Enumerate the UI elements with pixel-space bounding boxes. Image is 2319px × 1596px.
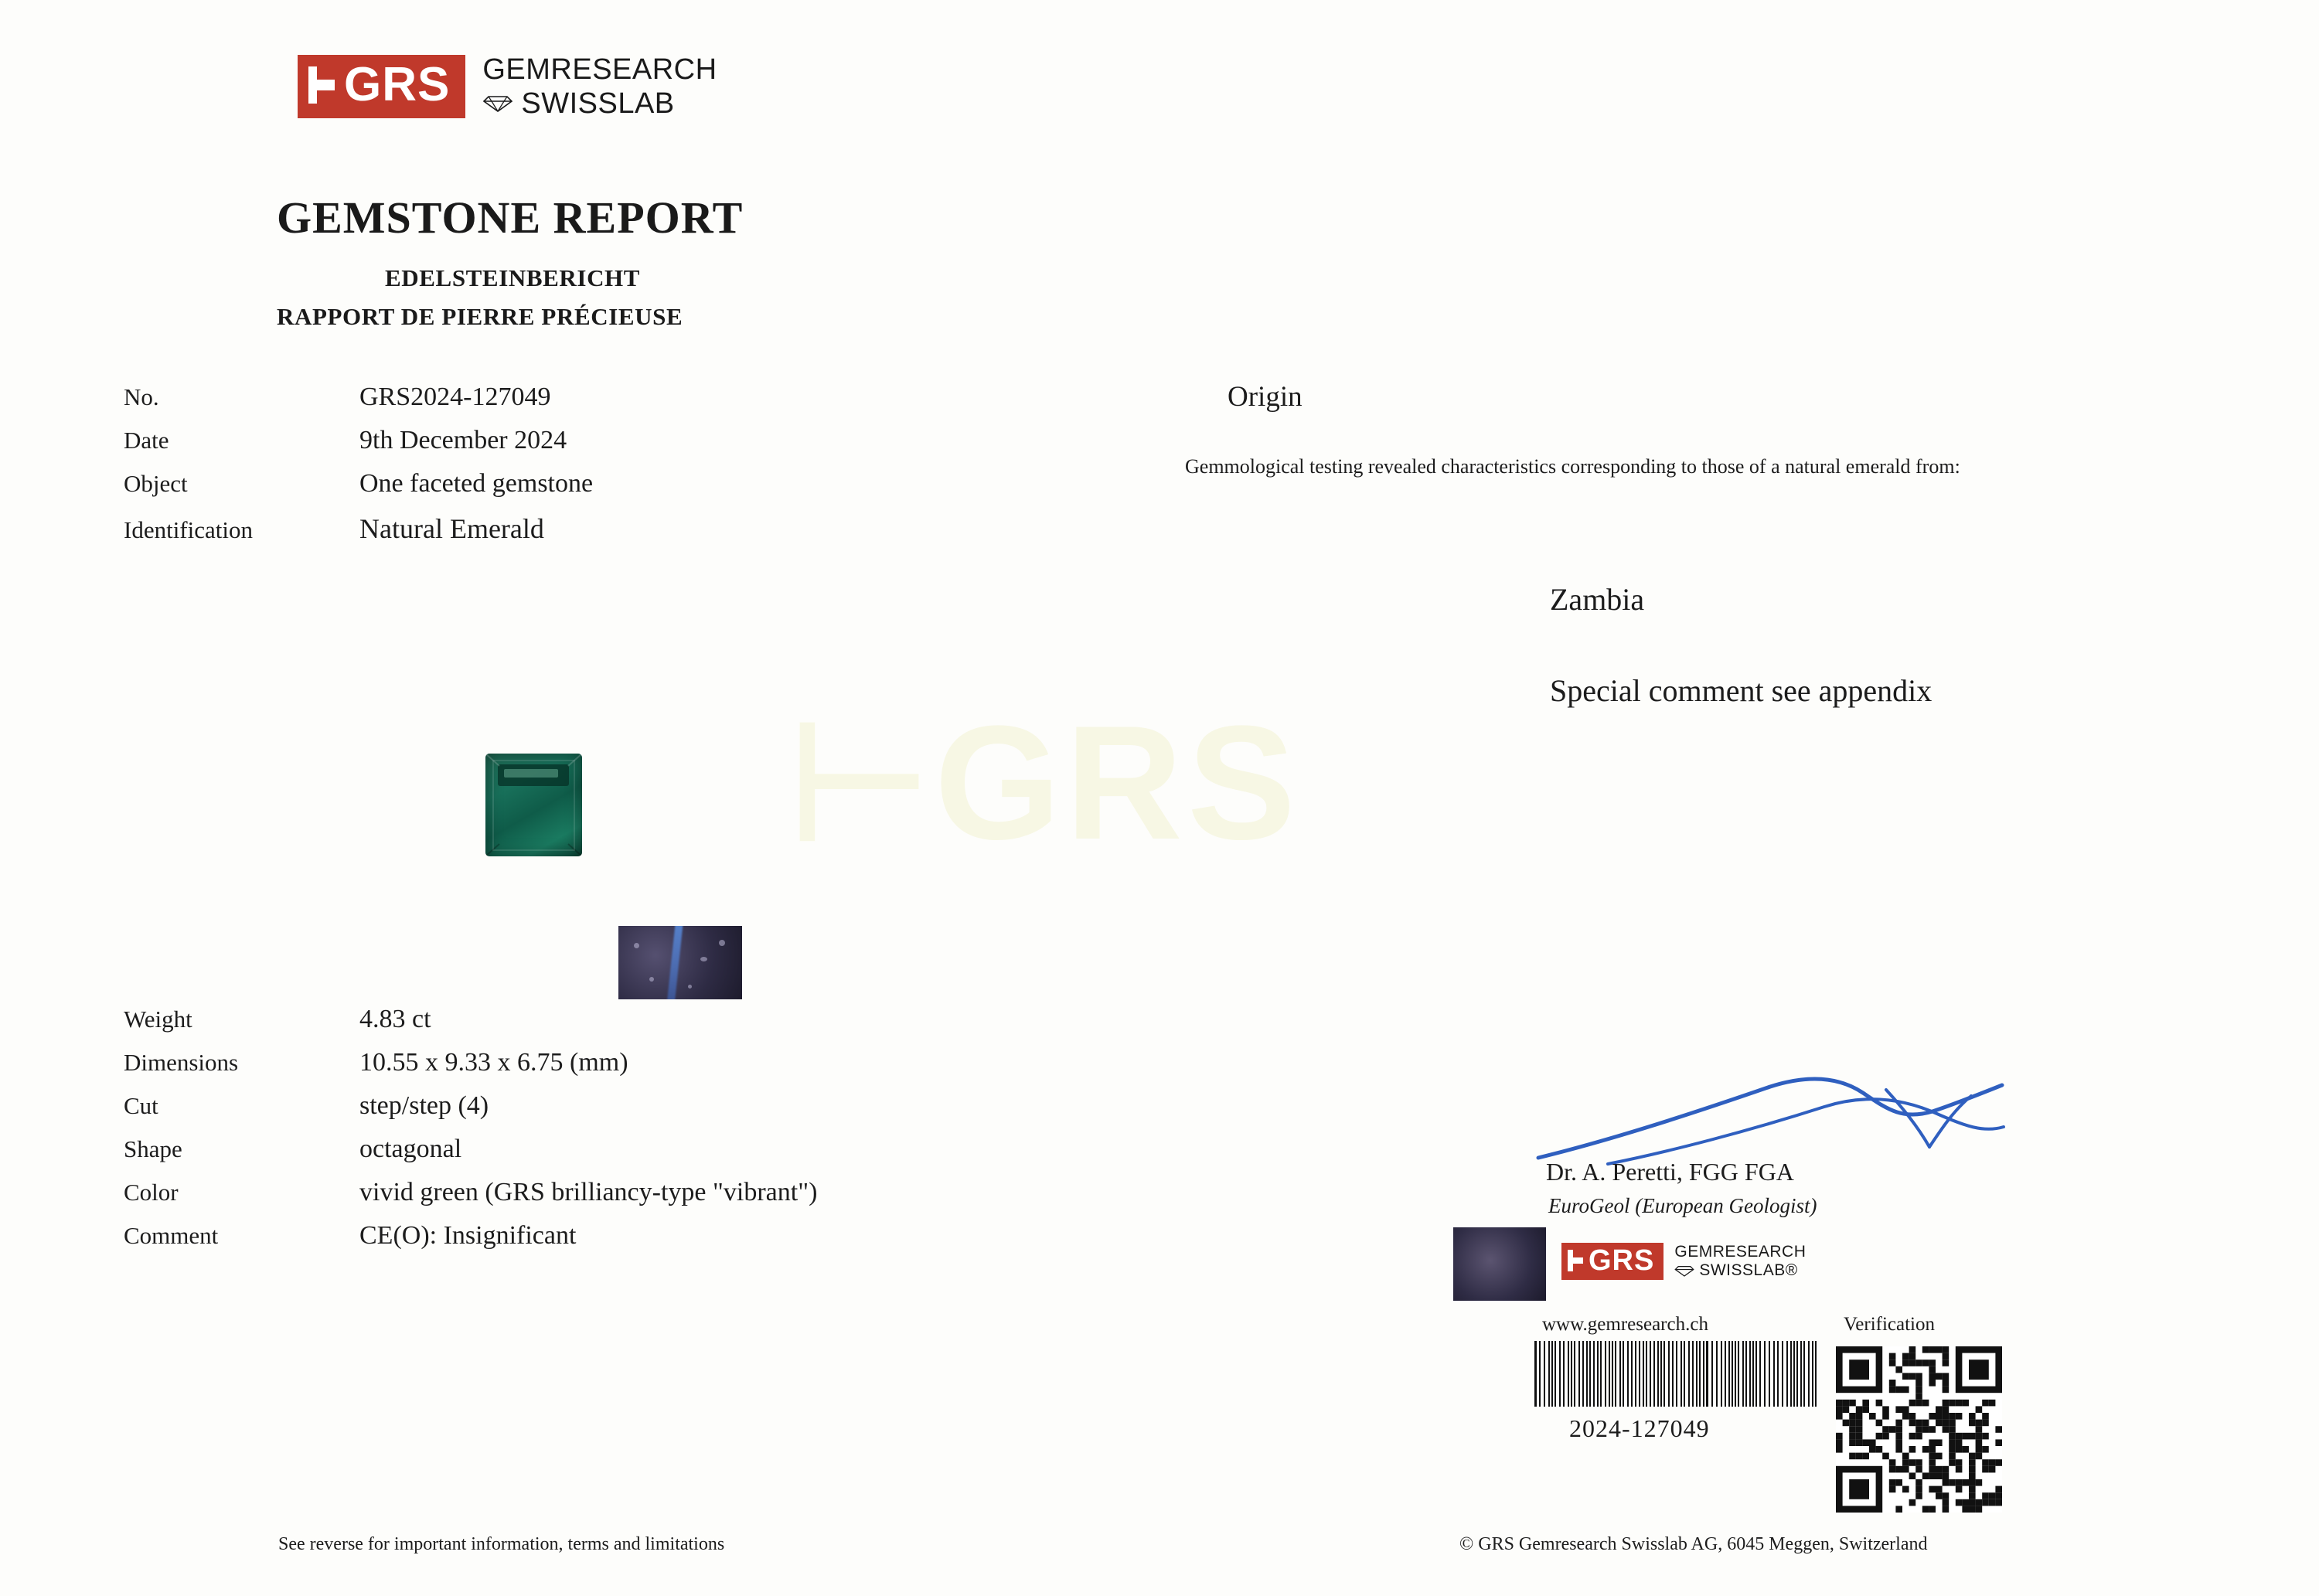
footer-note-left: See reverse for important information, terms and limitations (278, 1534, 725, 1554)
detail-value: step/step (4) (359, 1091, 489, 1120)
logo-red-box (298, 55, 465, 118)
table-row (124, 1178, 974, 1207)
diamond-icon (1674, 1265, 1694, 1277)
watermark-text: GRS (934, 692, 1301, 873)
detail-value: 4.83 ct (359, 1005, 431, 1033)
info-label: Date (124, 427, 169, 454)
verification-label: Verification (1844, 1314, 1936, 1335)
detail-label: Weight (124, 1006, 192, 1033)
barcode (1534, 1341, 1820, 1407)
gem-details-table (124, 1005, 974, 1264)
page-title-french: RAPPORT DE PIERRE PRÉCIEUSE (277, 303, 683, 330)
inclusion-streak (666, 926, 683, 999)
page-title-german: EDELSTEINBERICHT (385, 264, 641, 291)
logo-grs-text: GRS (344, 58, 451, 111)
origin-description: Gemmological testing revealed characteristics corresponding to those of a natural emerald from: (1185, 455, 1960, 478)
table-row (124, 1005, 974, 1034)
signatory-name: Dr. A. Peretti, FGG FGA (1546, 1158, 1794, 1186)
info-label: Identification (124, 516, 253, 543)
detail-label: Dimensions (124, 1049, 239, 1076)
inclusion-speck (700, 957, 707, 961)
table-row (124, 1221, 974, 1251)
swiss-flag-icon (308, 66, 335, 104)
microscope-photo (1453, 1227, 1546, 1301)
detail-label: Comment (124, 1222, 219, 1249)
detail-value: octagonal (359, 1135, 462, 1163)
detail-value: 10.55 x 9.33 x 6.75 (mm) (359, 1048, 628, 1077)
qr-code[interactable] (1836, 1346, 2002, 1513)
detail-label: Shape (124, 1135, 182, 1162)
table-row (124, 469, 974, 499)
inclusion-speck (719, 940, 725, 946)
origin-heading: Origin (1228, 381, 1303, 413)
origin-special-comment: Special comment see appendix (1550, 673, 1932, 708)
info-label: No. (124, 383, 159, 410)
page-title: GEMSTONE REPORT (277, 192, 744, 243)
table-row (124, 383, 974, 412)
grs-logo (298, 53, 717, 121)
inclusion-speck (688, 985, 692, 989)
table-row (124, 1091, 974, 1121)
detail-label: Color (124, 1179, 179, 1206)
logo-red-box-footer (1561, 1243, 1663, 1280)
barcode-number: 2024-127049 (1569, 1414, 1710, 1442)
inclusion-speck (649, 977, 654, 982)
logo-wordmark (482, 53, 717, 121)
grs-watermark: ⊢GRS (788, 692, 1301, 873)
swiss-flag-icon (1568, 1250, 1583, 1271)
table-row (124, 1048, 974, 1077)
logo-wordmark-line2: SWISSLAB (521, 87, 675, 120)
detail-value: CE(O): Insignificant (359, 1221, 577, 1250)
grs-logo-footer (1561, 1243, 1806, 1280)
inclusion-speck (634, 943, 639, 948)
origin-country: Zambia (1550, 582, 1645, 617)
logo-wordmark-line1: GEMRESEARCH (482, 53, 717, 86)
table-row (124, 426, 974, 455)
report-info-table (124, 383, 974, 559)
info-value: Natural Emerald (359, 513, 544, 544)
detail-value: vivid green (GRS brilliancy-type "vibrant") (359, 1178, 818, 1206)
diamond-icon (482, 95, 513, 112)
logo-wordmark-footer-line2: SWISSLAB® (1699, 1261, 1798, 1279)
signatory-role: EuroGeol (European Geologist) (1548, 1194, 1817, 1217)
website-url[interactable]: www.gemresearch.ch (1542, 1314, 1708, 1335)
info-value: GRS2024-127049 (359, 383, 551, 411)
info-value: 9th December 2024 (359, 426, 567, 454)
logo-grs-text-footer: GRS (1589, 1244, 1655, 1277)
logo-wordmark-footer (1674, 1243, 1806, 1280)
detail-label: Cut (124, 1092, 158, 1119)
info-value: One faceted gemstone (359, 469, 594, 498)
logo-wordmark-footer-line1: GEMRESEARCH (1674, 1243, 1807, 1261)
gemstone-photo (485, 754, 582, 856)
table-row (124, 512, 974, 545)
inclusion-microphoto (618, 926, 742, 999)
info-label: Object (124, 470, 188, 497)
table-row (124, 1135, 974, 1164)
footer-note-right: © GRS Gemresearch Swisslab AG, 6045 Meggen, Switzerland (1459, 1534, 1928, 1554)
